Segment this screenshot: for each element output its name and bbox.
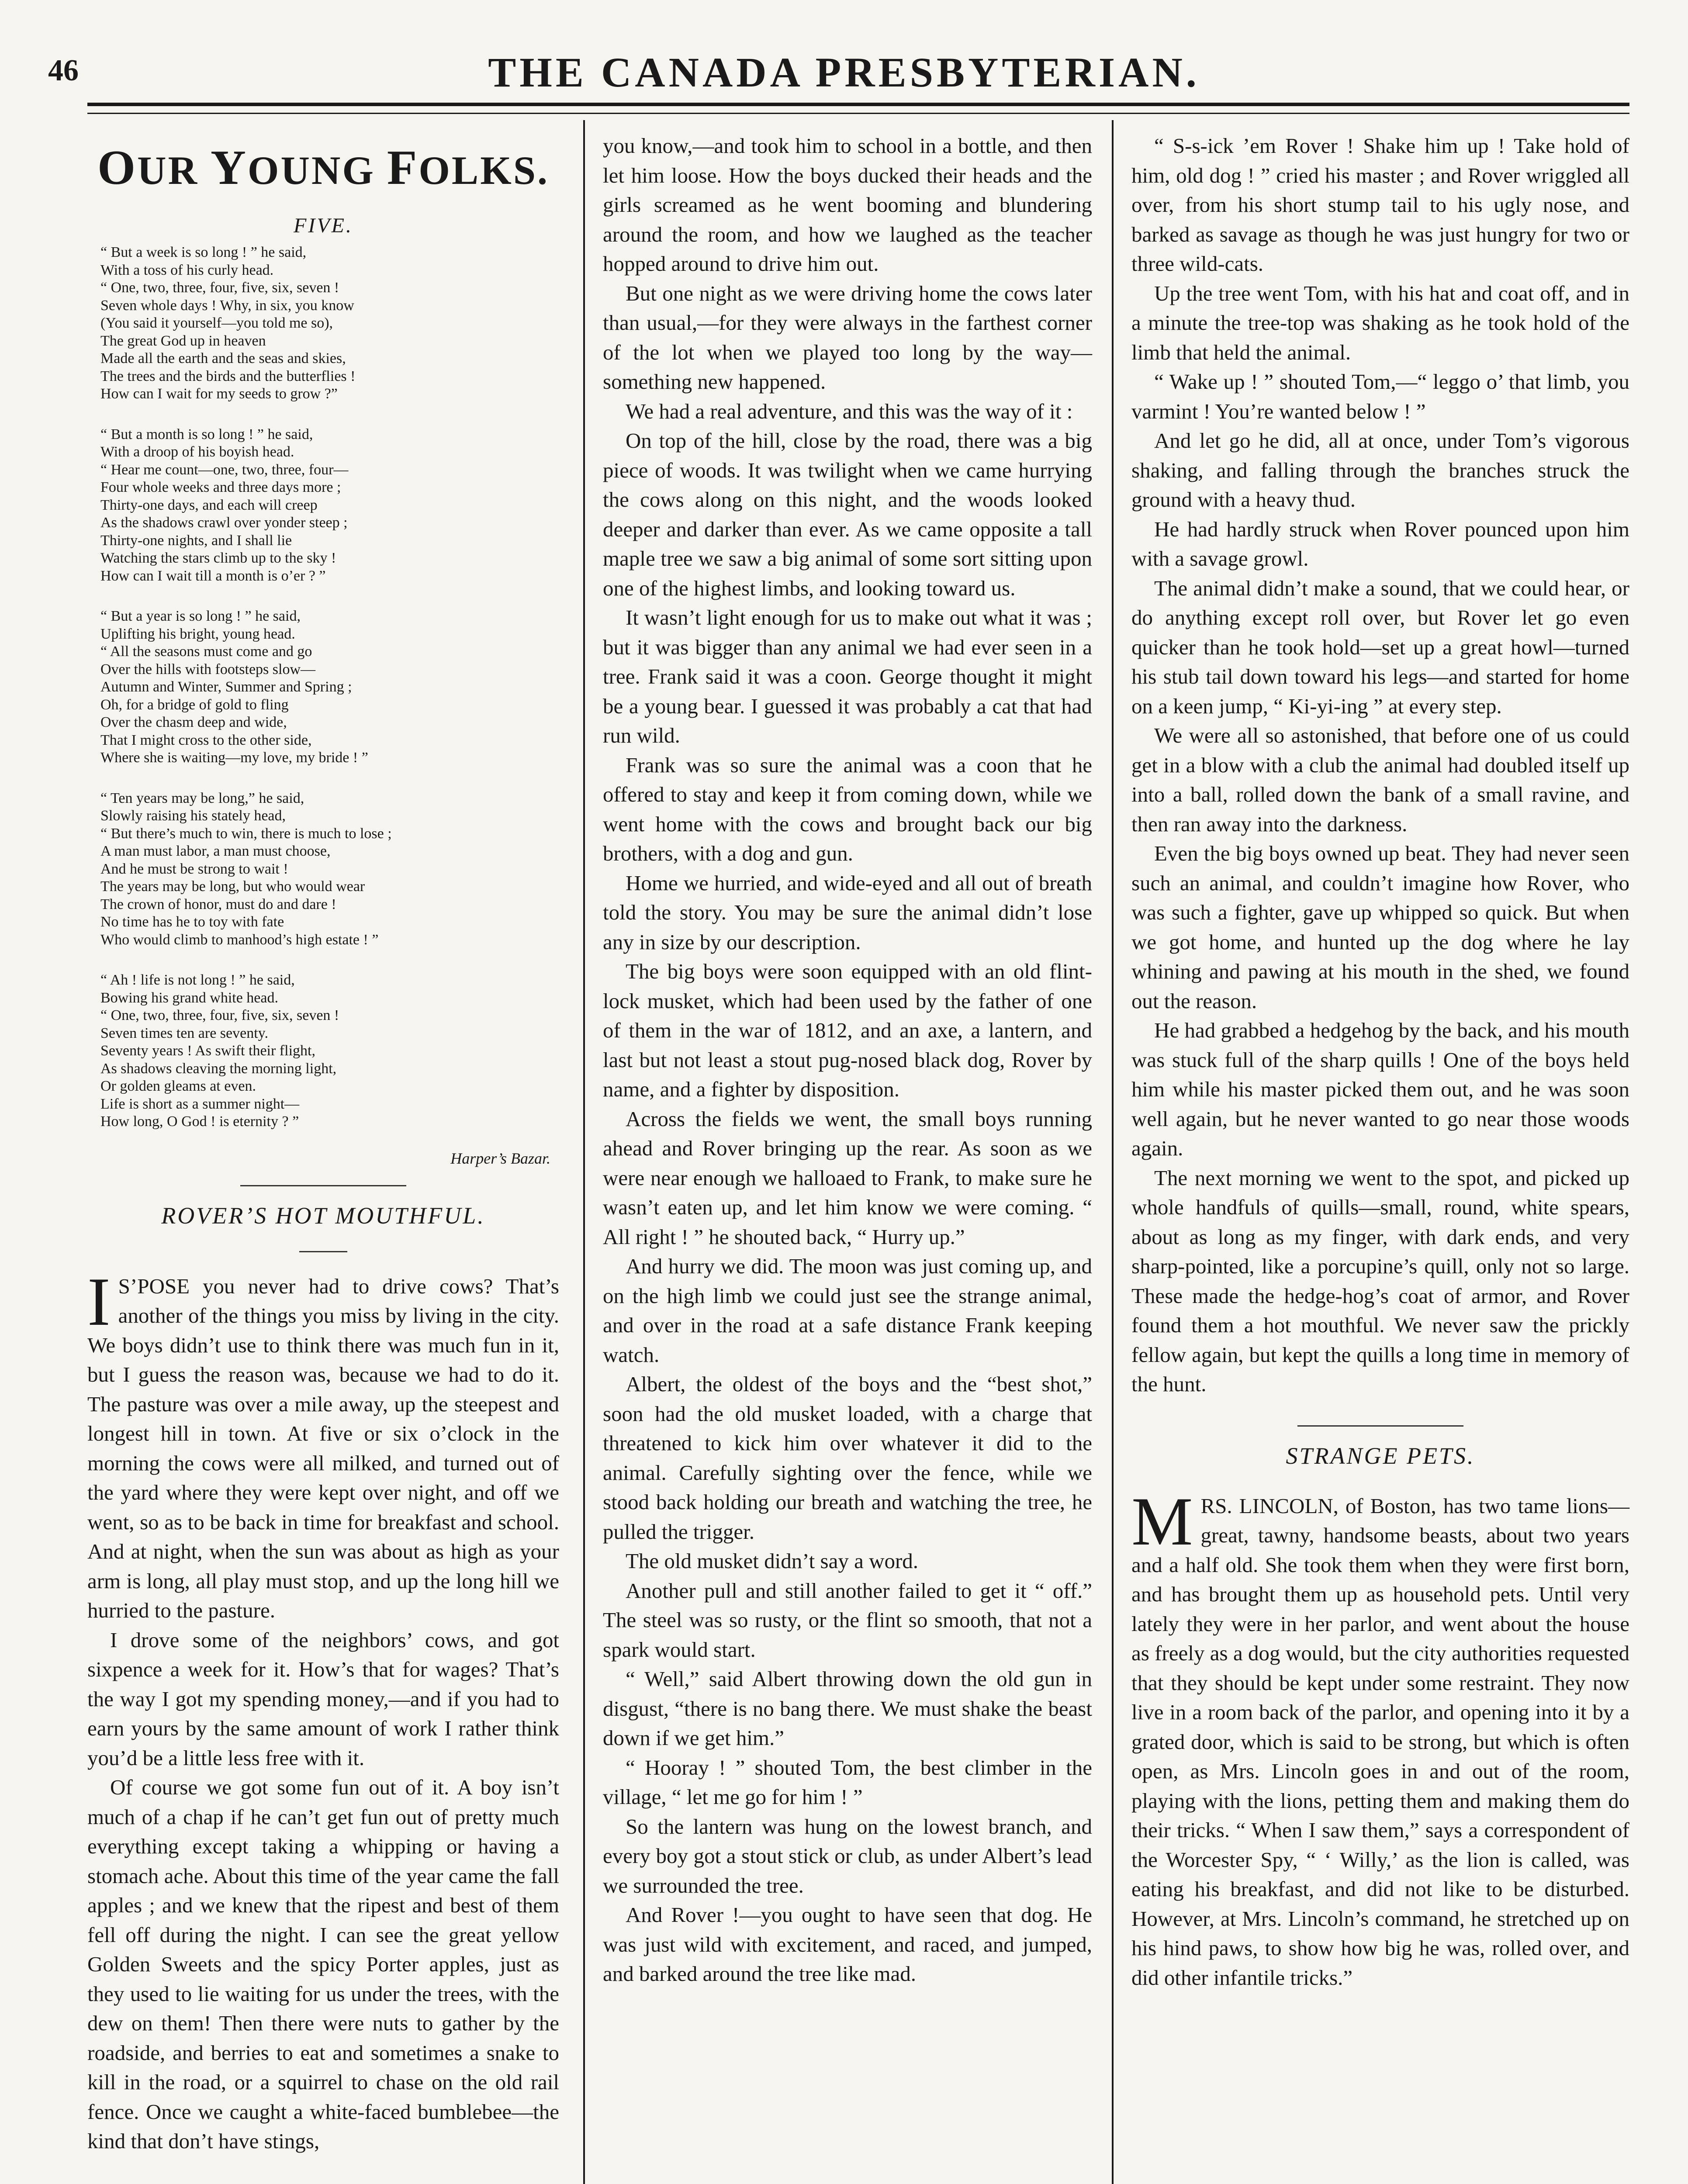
masthead: THE CANADA PRESBYTERIAN. <box>488 49 1200 96</box>
story-title: STRANGE PETS. <box>1286 1442 1475 1469</box>
poem-line: Bowing his grand white head. <box>100 989 278 1006</box>
drop-cap: M <box>1131 1483 1193 1560</box>
poem-line: How can I wait till a month is o’er ? ” <box>100 567 326 584</box>
poem-line: “ Hear me count—one, two, three, four— <box>100 461 349 478</box>
article-paragraph: Home we hurried, and wide-eyed and all out of breath told the story. You may be sure the animal didn’t lose any in size by our description. <box>603 871 1092 954</box>
poem-line: As shadows cleaving the morning light, <box>100 1060 337 1077</box>
page-number: 46 <box>48 54 79 87</box>
article-paragraph: The animal didn’t make a sound, that we could hear, or do anything except roll over, but Rover let go even quicker than he took hold—set up a great howl—turned his stub tail down toward his legs—and started for home on a keen jump, “ Ki-yi-ing ” at every step. <box>1131 576 1629 718</box>
title-underline <box>299 1251 347 1252</box>
page-header <box>0 0 1688 140</box>
article-paragraph: “ Well,” said Albert throwing down the old gun in disgust, “there is no bang there. We must shake the beast down if we get him.” <box>603 1667 1092 1750</box>
poem-line: Watching the stars climb up to the sky ! <box>100 550 336 566</box>
article-paragraph: “ S-s-ick ’em Rover ! Shake him up ! Take hold of him, old dog ! ” cried his master ; and Rover wriggled all over, from his short stump tail to his ugly nose, and barked as savage as though he was just hungry for two or three wild-cats. <box>1131 134 1629 276</box>
paragraph-text: RS. LINCOLN, of Boston, has two tame lions—great, tawny, handsome beasts, about two years and a half old. She took them when they were first born, and has brought them up as household pets. Until very lately they were in her parlor, and went about the house as freely as a dog would, but the city authorities requested that they should be kept under some restraint. They now live in a room back of the parlor, and opening into it by a grated door, which is said to be strong, but which is often open, as Mrs. Lincoln goes in and out of the room, playing with the lions, petting them and making them do their tricks. “ When I saw them,” says a correspondent of the Worcester Spy, “ ‘ Willy,’ as the lion is called, was eating his breakfast, and did not like to be disturbed. However, at Mrs. Lincoln’s command, he stretched up on his hind paws, to show how big he was, rolled over, and did other infantile tricks.” <box>1131 1493 1629 1990</box>
article-paragraph: He had grabbed a hedgehog by the back, and his mouth was stuck full of the sharp quills ! One of the boys held him while his master picked them out, and he was soon well again, but he never wanted to go near those woods again. <box>1131 1018 1629 1160</box>
article-paragraph: He had hardly struck when Rover pounced upon him with a savage growl. <box>1131 517 1629 570</box>
article-paragraph: Across the fields we went, the small boys running ahead and Rover bringing up the rear. As soon as we were near enough we halloaed to Frank, to make sure he wasn’t eaten up, and let him know we were coming. “ All right ! ” he shouted back, “ Hurry up.” <box>603 1106 1092 1249</box>
article-paragraph: Frank was so sure the animal was a coon that he offered to stay and keep it from coming down, while we went home with the cows and brought back our big brothers, with a dog and gun. <box>603 753 1092 865</box>
poem-line: Or golden gleams at even. <box>100 1078 256 1094</box>
column-3 <box>1131 131 1629 1992</box>
poem-line: (You said it yourself—you told me so), <box>100 315 333 331</box>
section-title-cap: O <box>97 141 138 195</box>
story-divider <box>1297 1425 1463 1427</box>
article-paragraph: The old musket didn’t say a word. <box>626 1549 919 1573</box>
column-1 <box>87 131 559 2156</box>
poem-line: “ One, two, three, four, five, six, seven ! <box>100 1007 339 1023</box>
article-paragraph: And Rover !—you ought to have seen that dog. He was just wild with excitement, and raced, and jumped, and barked around the tree like mad. <box>603 1903 1092 1986</box>
poem-stanza <box>100 244 559 403</box>
poem-line: “ One, two, three, four, five, six, seven ! <box>100 280 339 296</box>
article-paragraph: So the lantern was hung on the lowest branch, and every boy got a stout stick or club, as under Albert’s lead we surrounded the tree. <box>603 1814 1092 1897</box>
poem-line: Where she is waiting—my love, my bride ! ” <box>100 750 368 766</box>
article-paragraph: It wasn’t light enough for us to make out what it was ; but it was bigger than any animal we had ever seen in a tree. Frank said it was a coon. George thought it might be a young bear. I guessed it was probably a cat that had run wild. <box>603 605 1092 747</box>
poem-stanza <box>100 971 559 1131</box>
poem-line: The crown of honor, must do and dare ! <box>100 896 336 912</box>
poem-line: “ But there’s much to win, there is much to lose ; <box>100 825 392 842</box>
poem-line: Seven whole days ! Why, in six, you know <box>100 297 354 314</box>
article-paragraph: And let go he did, all at once, under Tom’s vigorous shaking, and falling through the branches struck the ground with a heavy thud. <box>1131 429 1629 511</box>
poem-line: Made all the earth and the seas and skies, <box>100 350 346 366</box>
column-divider <box>583 120 585 2184</box>
poem-line: How long, O God ! is eternity ? ” <box>100 1113 299 1130</box>
article-paragraph: I drove some of the neighbors’ cows, and got sixpence a week for it. How’s that for wages? That’s the way I got my spending money,—and if you had to earn yours by the same amount of work I rather think you’d be a little less free with it. <box>87 1628 559 1770</box>
section-title-cap: F <box>387 141 419 195</box>
article-paragraph: We had a real adventure, and this was the way of it : <box>626 399 1073 423</box>
column-divider <box>1112 120 1114 2184</box>
poem-stanza <box>100 608 559 767</box>
section-title-word: OLKS. <box>419 148 549 193</box>
poem-line: With a toss of his curly head. <box>100 262 274 278</box>
poem-line: “ Ah ! life is not long ! ” he said, <box>100 972 295 988</box>
poem-line: Over the chasm deep and wide, <box>100 714 287 730</box>
article-paragraph: On top of the hill, close by the road, there was a big piece of woods. It was twilight when we came hurrying the cows along on this night, and the woods looked deeper and darker than ever. As we came opposite a tall maple tree we saw a big animal of some sort sitting upon one of the highest limbs, and looking toward us. <box>603 429 1092 600</box>
article-paragraph: you know,—and took him to school in a bottle, and then let him loose. How the boys ducked their heads and the girls screamed as he went booming and blundering around the room, and how we laughed as the teacher hopped around to drive him out. <box>603 134 1092 276</box>
article-paragraph: The next morning we went to the spot, and picked up whole handfuls of quills—small, round, white spears, about as long as my finger, with dark ends, and very sharp-pointed, like a porcupine’s quill, only not so large. These made the hedge-hog’s coat of armor, and Rover found them a hot mouthful. We never saw the prickly fellow again, but kept the quills a long time in memory of the hunt. <box>1131 1165 1629 1396</box>
poem-line: Thirty-one nights, and I shall lie <box>100 532 292 549</box>
poem-line: That I might cross to the other side, <box>100 732 312 748</box>
article-paragraph: Albert, the oldest of the boys and the “best shot,” soon had the old musket loaded, with a charge that threatened to kick him over whatever it did to the animal. Carefully sighting over the fence, while we stood back holding our breath and watching the tree, he pulled the trigger. <box>603 1372 1092 1544</box>
poem-line: “ Ten years may be long,” he said, <box>100 790 304 806</box>
poem-line: As the shadows crawl over yonder steep ; <box>100 515 348 531</box>
header-rule-thick <box>87 103 1629 106</box>
poem-line: Seventy years ! As swift their flight, <box>100 1043 315 1059</box>
article-paragraph: The big boys were soon equipped with an old flint-lock musket, which had been used by the father of one of them in the war of 1812, and an axe, a lantern, and last but not least a stout pug-nosed black dog, Rover by name, and a fighter by disposition. <box>603 959 1092 1101</box>
poem-line: No time has he to toy with fate <box>100 914 284 930</box>
poem-line: Seven times ten are seventy. <box>100 1025 268 1041</box>
poem-line: “ But a year is so long ! ” he said, <box>100 608 301 624</box>
article-paragraph: Even the big boys owned up beat. They had never seen such an animal, and couldn’t imagine how Rover, who was such a fighter, gave up whipped so quick. But when we got home, and hunted up the dog where he lay whining and pawing at his mouth in the shed, we found out the reason. <box>1131 841 1629 1013</box>
poem-line: Life is short as a summer night— <box>100 1095 300 1112</box>
article-paragraph: Another pull and still another failed to get it “ off.” The steel was so rusty, or the flint so smooth, that not a spark would start. <box>603 1578 1092 1662</box>
poem-line: The trees and the birds and the butterflies ! <box>100 368 356 384</box>
section-title-cap: Y <box>211 141 248 195</box>
article-paragraph: “ Hooray ! ” shouted Tom, the best climber in the village, “ let me go for him ! ” <box>603 1755 1092 1809</box>
poem-line: Autumn and Winter, Summer and Spring ; <box>100 679 352 695</box>
poem-line: The great God up in heaven <box>100 332 266 349</box>
poem-line: “ All the seasons must come and go <box>100 643 312 660</box>
poem-line: A man must labor, a man must choose, <box>100 843 331 859</box>
article-paragraph: Up the tree went Tom, with his hat and coat off, and in a minute the tree-top was shaking as he took hold of the limb that held the animal. <box>1131 281 1629 364</box>
poem-line: “ But a month is so long ! ” he said, <box>100 426 313 442</box>
poem-line: How can I wait for my seeds to grow ?” <box>100 386 338 402</box>
article-paragraph: And hurry we did. The moon was just coming up, and on the high limb we could just see the strange animal, and over in the road at a safe distance Frank keeping watch. <box>603 1254 1092 1367</box>
poem-title: FIVE. <box>294 214 353 237</box>
article-paragraph: But one night as we were driving home the cows later than usual,—for they were always in the farthest corner of the lot when we played too long by the way—something new happened. <box>603 281 1092 394</box>
poem-line: Slowly raising his stately head, <box>100 808 286 824</box>
poem-line: Uplifting his bright, young head. <box>100 625 295 642</box>
paragraph-text: S’POSE you never had to drive cows? That’s another of the things you miss by living in the city. We boys didn’t use to think there was much fun in it, but I guess the reason was, because we had to do it. The pasture was over a mile away, up the steepest and longest hill in town. At five or six o’clock in the morning the cows were all milked, and turned out of the yard where they were kept over night, and off we went, so as to be back in time for breakfast and school. And at night, when the sun was about as high as your arm is long, all play must stop, and up the long hill we hurried to the pasture. <box>87 1274 559 1622</box>
drop-cap: I <box>87 1263 111 1340</box>
poem-stanza <box>100 426 559 585</box>
poem-line: And he must be strong to wait ! <box>100 860 288 877</box>
poem-attribution: Harper’s Bazar. <box>450 1149 550 1167</box>
poem-line: “ But a week is so long ! ” he said, <box>100 244 307 260</box>
section-title-word: UR <box>137 148 211 193</box>
section-title <box>87 140 559 196</box>
poem-line: Oh, for a bridge of gold to fling <box>100 696 289 713</box>
poem-line: Four whole weeks and three days more ; <box>100 479 341 495</box>
article-paragraph: Of course we got some fun out of it. A boy isn’t much of a chap if he can’t get fun out of pretty much everything except taking a whipping or having a stomach ache. About this time of the year came the fall apples ; and we knew that the ripest and best of them fell off during the night. I can see the great yellow Golden Sweets and the spicy Porter apples, just as they used to lie waiting for us under the trees, with the dew on them! Then there were nuts to gather by the roadside, and berries to eat and sometimes a snake to kill in the road, or a squirrel to chase on the old rail fence. Once we caught a white-faced bumblebee—the kind that don’t have stings, <box>87 1775 559 2153</box>
story-title: ROVER’S HOT MOUTHFUL. <box>161 1202 485 1229</box>
column-2 <box>603 131 1092 1989</box>
poem-line: Thirty-one days, and each will creep <box>100 497 318 513</box>
article-paragraph <box>1131 1483 1629 1993</box>
article-paragraph: We were all so astonished, that before one of us could get in a blow with a club the animal had doubled itself up into a ball, rolled down the bank of a small ravine, and then ran away into the darkness. <box>1131 723 1629 836</box>
article-paragraph <box>87 1263 559 1625</box>
poem-stanza <box>100 790 559 949</box>
poem <box>87 244 559 1131</box>
poem-line: Over the hills with footsteps slow— <box>100 661 316 677</box>
poem-line: With a droop of his boyish head. <box>100 444 294 460</box>
article-paragraph: “ Wake up ! ” shouted Tom,—“ leggo o’ that limb, you varmint ! You’re wanted below ! ” <box>1131 370 1629 423</box>
poem-line: Who would climb to manhood’s high estate ! ” <box>100 931 379 948</box>
section-title-word: OUNG <box>247 148 387 193</box>
poem-line: The years may be long, but who would wear <box>100 878 365 895</box>
story-divider <box>240 1185 406 1186</box>
header-rule-thin <box>87 113 1629 114</box>
